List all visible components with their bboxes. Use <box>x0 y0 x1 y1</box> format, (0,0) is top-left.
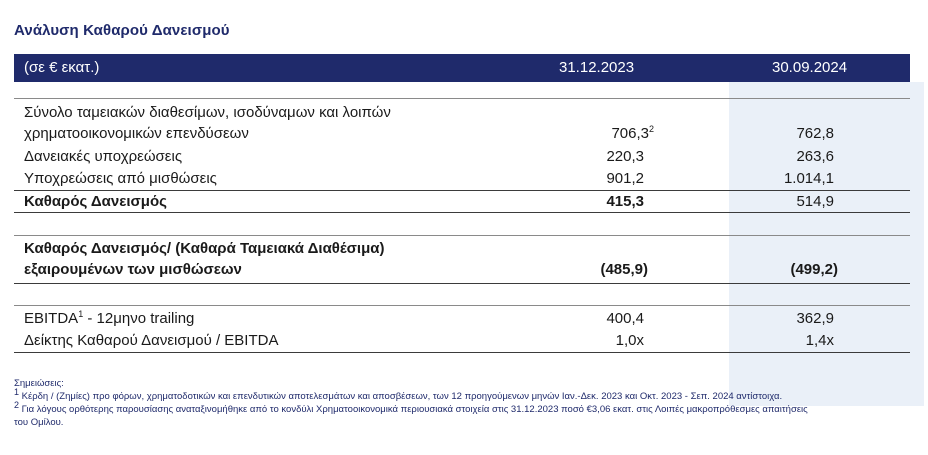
divider <box>14 98 910 99</box>
footnote-1: $^1$ Κέρδη / (Ζημίες) προ φόρων, χρηματοδοτικών και επενδυτικών αποτελεσμάτων και αποσβέσεων, των 12 προηγούμενων μηνών Ιαν.-Δεκ. 2023 και Οκτ. 2023 - Σεπ. 2024 αντίστοιχα. <box>14 386 783 402</box>
cell-2024: 762,8 <box>796 125 834 142</box>
row-label: Καθαρός Δανεισμός/ (Καθαρά Ταμειακά Διαθέσιμα) <box>24 240 385 257</box>
row-label: εξαιρουμένων των μισθώσεων <box>24 261 242 278</box>
cell-2023: 901,2 <box>606 170 644 187</box>
footnote-2: $^2$ Για λόγους ορθότερης παρουσίασης αναταξινομήθηκε από το κονδύλι Χρηματοοικονομικά περιουσιακά στοιχεία στις 31.12.2023 ποσό €3,06 εκατ. στις Λοιπές μακροπρόθεσμες απαιτήσεις <box>14 399 808 415</box>
column-header-2024: 30.09.2024 <box>772 59 848 76</box>
divider <box>14 305 910 306</box>
cell-2024: 514,9 <box>796 193 834 210</box>
page-title: Ανάλυση Καθαρού Δανεισμού <box>14 22 230 39</box>
cell-2023: 706,3$^2$ <box>611 124 654 142</box>
divider <box>14 352 910 353</box>
cell-2023: 1,0x <box>615 332 644 349</box>
footnote-marker: 1 <box>78 309 84 319</box>
cell-2024: 1.014,1 <box>783 170 834 187</box>
footnote-2-continued: του Ομίλου. <box>14 417 64 428</box>
row-label: Σύνολο ταμειακών διαθεσίμων, ισοδύναμων και λοιπών <box>24 104 391 121</box>
row-label: Υποχρεώσεις από μισθώσεις <box>24 170 217 187</box>
cell-2024: 362,9 <box>796 310 834 327</box>
row-label: Δανειακές υποχρεώσεις <box>24 148 183 165</box>
divider <box>14 190 910 191</box>
cell-2024: (499,2) <box>790 261 838 278</box>
footnotes <box>14 377 914 429</box>
cell-2023: (485,9) <box>600 261 648 278</box>
footnotes-heading: Σημειώσεις: <box>14 378 64 389</box>
table-header <box>14 54 910 82</box>
unit-label: (σε € εκατ.) <box>24 59 100 76</box>
cell-2024: 263,6 <box>796 148 834 165</box>
cell-2023: 415,3 <box>606 193 644 210</box>
divider <box>14 212 910 213</box>
divider <box>14 235 910 236</box>
row-label: Καθαρός Δανεισμός <box>24 193 167 210</box>
divider <box>14 283 910 284</box>
column-header-2023: 31.12.2023 <box>559 59 635 76</box>
row-label: EBITDA$^1$ - 12μηνο trailing <box>24 309 195 327</box>
footnote-marker: 2 <box>648 124 654 134</box>
cell-2024: 1,4x <box>805 332 834 349</box>
row-label: χρηματοοικονομικών επενδύσεων <box>24 125 249 142</box>
cell-2023: 400,4 <box>606 310 644 327</box>
cell-2023: 220,3 <box>606 148 644 165</box>
row-label: Δείκτης Καθαρού Δανεισμού / EBITDA <box>24 332 279 349</box>
